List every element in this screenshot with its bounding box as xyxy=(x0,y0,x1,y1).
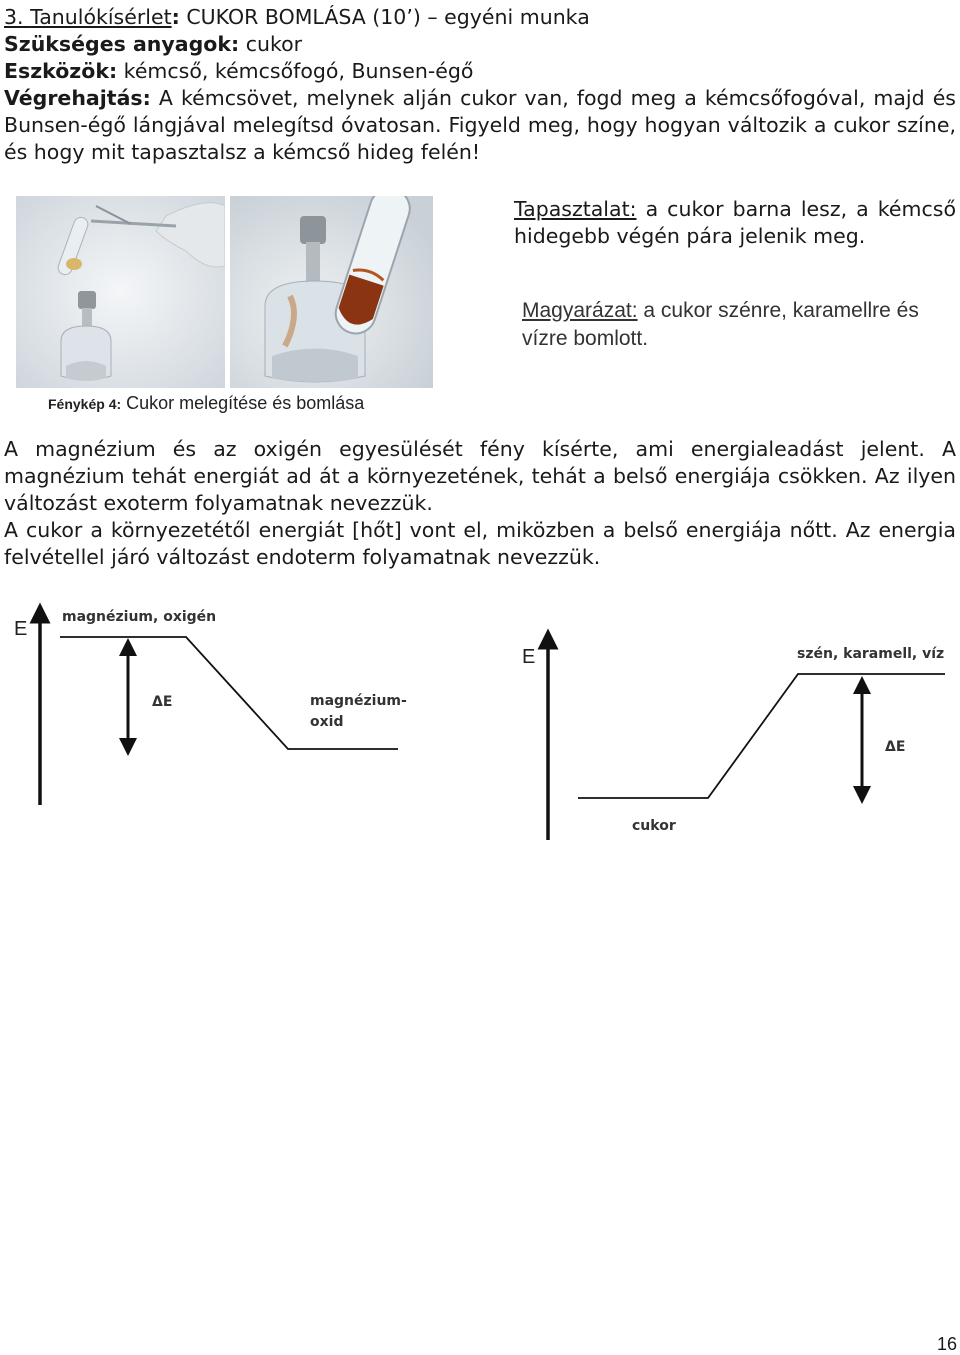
left-axis-label: E xyxy=(14,618,28,640)
photo-decomposed-sugar xyxy=(230,196,433,388)
observation-label: Tapasztalat: xyxy=(514,197,637,221)
right-top-label: szén, karamell, víz xyxy=(797,646,945,662)
photo-heating-drawing xyxy=(16,196,225,388)
endothermic-paragraph: A cukor a környezetétől energiát [hőt] vont el, miközben a belső energiája nőtt. Az energia felvétellel járó változást endoterm folyamatnak nevezzük. xyxy=(4,518,956,569)
materials-line xyxy=(4,31,956,58)
explanation-text: a cukor szénre, karamellre és vízre bomlott. xyxy=(522,299,919,350)
left-bottom-label-1: magnézium- xyxy=(310,693,407,709)
right-bottom-label: cukor xyxy=(632,818,676,834)
exothermic-paragraph: A magnézium és az oxigén egyesülését fény kísérte, ami energialeadást jelent. A magnézium tehát energiát ad át a környezetének, tehát a belső energiája csökken. Az ilyen változást exoterm folyamatnak nevezzük. xyxy=(4,437,956,515)
procedure-label: Végrehajtás: xyxy=(4,86,151,110)
experiment-label: Tanulókísérlet xyxy=(30,5,172,29)
right-delta-label: ΔE xyxy=(885,739,906,755)
photo-heating-test-tube xyxy=(16,196,225,388)
procedure-text: A kémcsövet, melynek alján cukor van, fogd meg a kémcsőfogóval, majd és Bunsen-égő lángjával melegítsd óvatosan. Figyeld meg, hogy hogyan változik a cukor színe, és hogy mit tapasztalsz a kémcső hideg felén! xyxy=(4,86,956,164)
observation-text: a cukor barna lesz, a kémcső hidegebb végén pára jelenik meg. xyxy=(514,197,956,248)
experiment-heading xyxy=(4,4,956,31)
right-axis-label: E xyxy=(522,646,536,668)
right-energy-profile xyxy=(578,674,945,798)
caption-label: Fénykép 4: xyxy=(48,396,122,412)
tools-line xyxy=(4,58,956,85)
experiment-intro xyxy=(4,4,956,166)
tools-label: Eszközök: xyxy=(4,59,118,83)
left-delta-label: ΔE xyxy=(152,694,173,710)
caption-text: Cukor melegítése és bomlása xyxy=(121,393,365,413)
experiment-title: CUKOR BOMLÁSA (10’) – egyéni munka xyxy=(179,5,590,29)
explanation-paragraph xyxy=(522,297,958,353)
energy-diagrams xyxy=(0,595,960,855)
exothermic-diagram xyxy=(14,609,407,805)
tools-value: kémcső, kémcsőfogó, Bunsen-égő xyxy=(117,59,474,83)
experiment-number: 3. xyxy=(4,5,31,29)
heading-colon: : xyxy=(171,5,180,29)
materials-value: cukor xyxy=(239,32,303,56)
endothermic-diagram xyxy=(522,639,945,840)
procedure-paragraph xyxy=(4,85,956,166)
explanation-label: Magyarázat: xyxy=(522,299,638,322)
observation-paragraph xyxy=(514,196,956,250)
energy-explanation xyxy=(4,436,956,571)
left-bottom-label-2: oxid xyxy=(310,714,344,730)
photo-decomposition-drawing xyxy=(230,196,433,388)
materials-label: Szükséges anyagok: xyxy=(4,32,240,56)
left-top-label: magnézium, oxigén xyxy=(62,609,217,625)
page-number: 16 xyxy=(936,1334,957,1354)
figure-caption xyxy=(48,393,364,414)
